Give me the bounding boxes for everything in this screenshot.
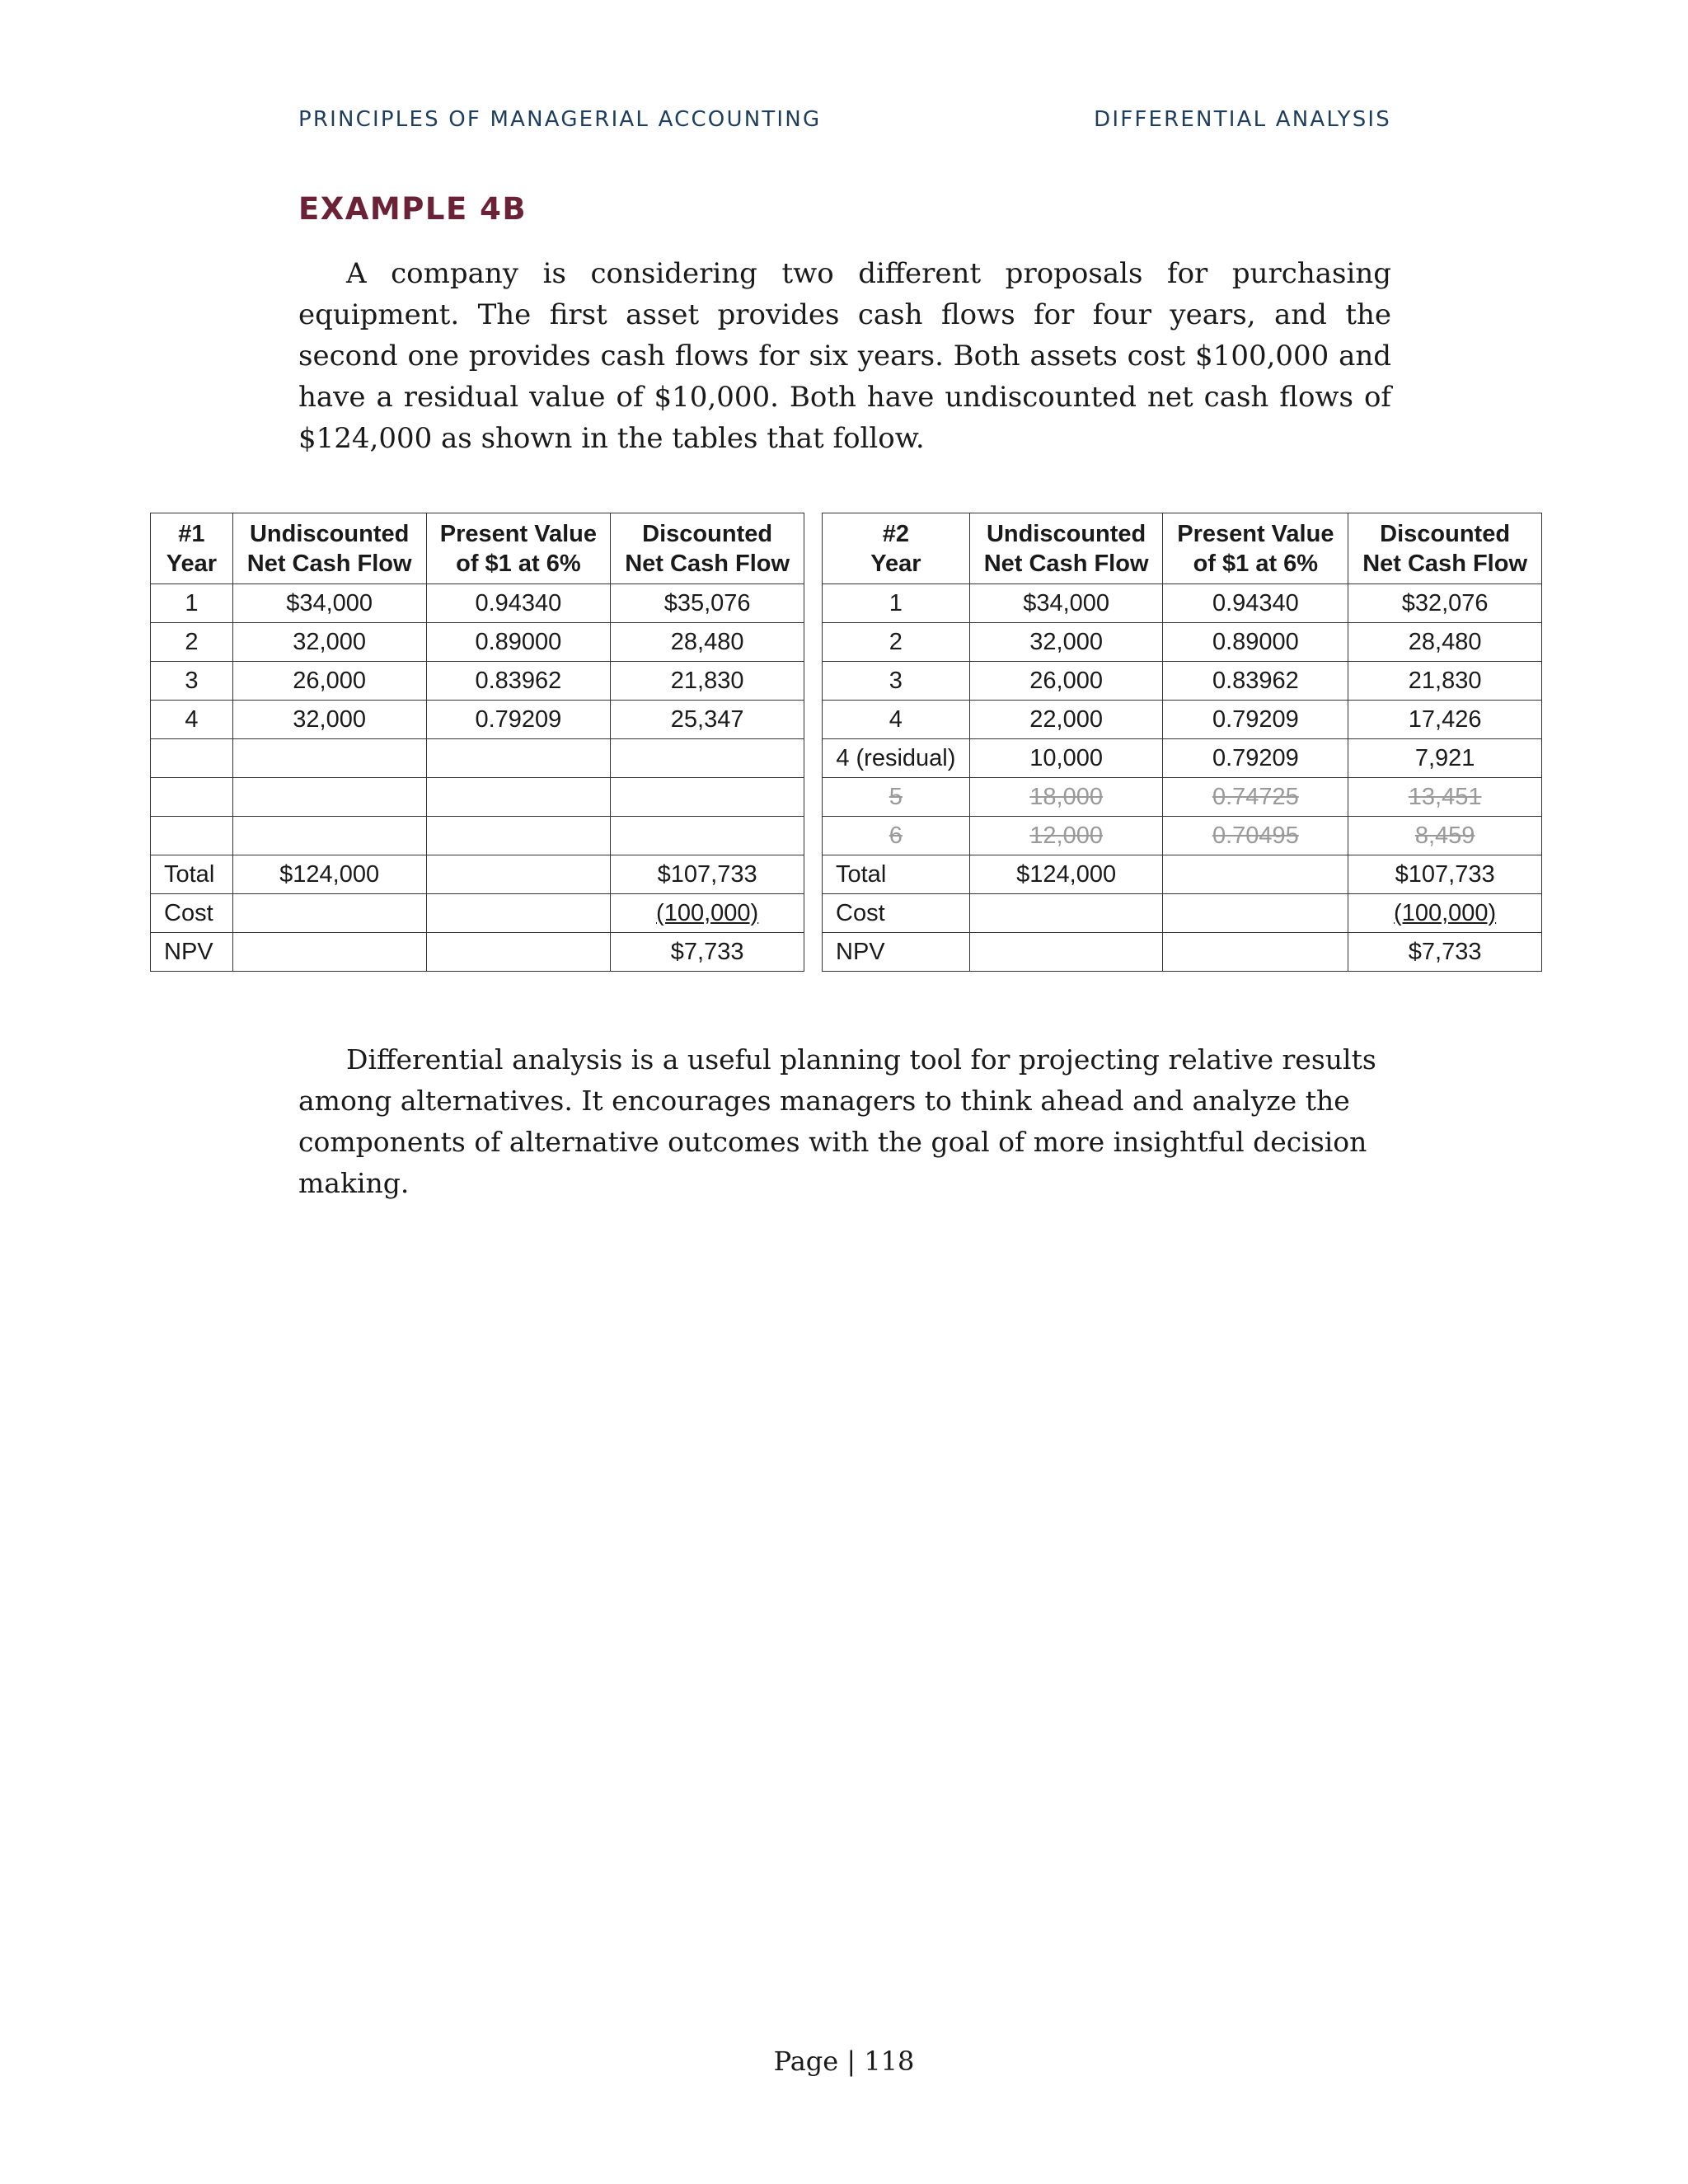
cell-undiscounted: 32,000 (232, 623, 426, 662)
cell-empty (426, 739, 611, 778)
cell-year: 1 (151, 584, 233, 623)
total-undiscounted: $124,000 (232, 855, 426, 894)
table-row-empty (151, 817, 804, 855)
cell-undiscounted: 10,000 (969, 739, 1163, 778)
npv-row (151, 933, 804, 972)
cost-label: Cost (823, 894, 970, 933)
cell-undiscounted: 32,000 (232, 701, 426, 739)
cell-empty (969, 894, 1163, 933)
cost-row (823, 894, 1542, 933)
total-label: Total (823, 855, 970, 894)
npv-value: $7,733 (611, 933, 804, 972)
cell-undiscounted: 32,000 (969, 623, 1163, 662)
cell-present-value: 0.74725 (1163, 778, 1348, 817)
cell-year: 4 (823, 701, 970, 739)
table-row (823, 662, 1542, 701)
table-row-residual (823, 739, 1542, 778)
cell-present-value: 0.79209 (1163, 701, 1348, 739)
cell-undiscounted: 26,000 (969, 662, 1163, 701)
book-title: PRINCIPLES OF MANAGERIAL ACCOUNTING (298, 107, 822, 132)
cost-value: (100,000) (611, 894, 804, 933)
table-row (151, 584, 804, 623)
cell-present-value: 0.94340 (426, 584, 611, 623)
cell-year: 4 (151, 701, 233, 739)
cell-discounted: 25,347 (611, 701, 804, 739)
cell-empty (426, 778, 611, 817)
cell-discounted: 28,480 (611, 623, 804, 662)
cell-present-value: 0.70495 (1163, 817, 1348, 855)
cell-undiscounted: 26,000 (232, 662, 426, 701)
cash-flow-table-2 (822, 513, 1542, 972)
table-row-empty (151, 739, 804, 778)
cell-present-value: 0.89000 (426, 623, 611, 662)
table-header-row (151, 513, 804, 584)
cell-empty (611, 778, 804, 817)
header-year: #2 Year (823, 513, 970, 584)
cash-flow-table-1 (150, 513, 804, 972)
cell-discounted: 21,830 (1348, 662, 1542, 701)
cell-empty (151, 739, 233, 778)
running-header (298, 107, 1391, 132)
total-row (823, 855, 1542, 894)
chapter-title: DIFFERENTIAL ANALYSIS (1094, 107, 1391, 132)
cell-empty (426, 855, 611, 894)
header-discounted: Discounted Net Cash Flow (611, 513, 804, 584)
table-row-struck (823, 817, 1542, 855)
cell-empty (232, 894, 426, 933)
cell-empty (232, 739, 426, 778)
header-undiscounted: Undiscounted Net Cash Flow (232, 513, 426, 584)
cell-present-value: 0.94340 (1163, 584, 1348, 623)
cell-year: 3 (151, 662, 233, 701)
cell-discounted: 13,451 (1348, 778, 1542, 817)
header-present-value: Present Value of $1 at 6% (1163, 513, 1348, 584)
cell-year: 2 (823, 623, 970, 662)
cell-empty (232, 817, 426, 855)
table-row (151, 623, 804, 662)
cell-year: 2 (151, 623, 233, 662)
cell-empty (232, 933, 426, 972)
cell-empty (1163, 894, 1348, 933)
cell-year: 3 (823, 662, 970, 701)
total-row (151, 855, 804, 894)
cell-present-value: 0.83962 (426, 662, 611, 701)
cell-undiscounted: $34,000 (969, 584, 1163, 623)
header-year: #1 Year (151, 513, 233, 584)
cell-discounted: 7,921 (1348, 739, 1542, 778)
cell-discounted: 17,426 (1348, 701, 1542, 739)
cell-discounted: 21,830 (611, 662, 804, 701)
header-undiscounted: Undiscounted Net Cash Flow (969, 513, 1163, 584)
table-row (823, 623, 1542, 662)
cell-empty (969, 933, 1163, 972)
cell-empty (426, 817, 611, 855)
total-label: Total (151, 855, 233, 894)
cell-empty (426, 894, 611, 933)
npv-label: NPV (151, 933, 233, 972)
cell-year: 1 (823, 584, 970, 623)
cell-empty (1163, 855, 1348, 894)
intro-paragraph: A company is considering two different proposals for purchasing equipment. The first asset provides cash flows for four years, and the second one provides cash flows for six years. Both assets cost $100,000 and have a residual value of $10,000. Both have undiscounted net cash flows of $124,000 as shown in the tables that follow. (298, 257, 1391, 455)
cost-value: (100,000) (1348, 894, 1542, 933)
total-undiscounted: $124,000 (969, 855, 1163, 894)
cell-empty (151, 778, 233, 817)
table-row (823, 584, 1542, 623)
cell-discounted: 28,480 (1348, 623, 1542, 662)
cell-empty (611, 739, 804, 778)
npv-value: $7,733 (1348, 933, 1542, 972)
cell-undiscounted: 22,000 (969, 701, 1163, 739)
cell-undiscounted: 18,000 (969, 778, 1163, 817)
cell-empty (1163, 933, 1348, 972)
table-row-struck (823, 778, 1542, 817)
cell-undiscounted: 12,000 (969, 817, 1163, 855)
cell-year: 6 (823, 817, 970, 855)
npv-row (823, 933, 1542, 972)
cell-empty (426, 933, 611, 972)
cell-undiscounted: $34,000 (232, 584, 426, 623)
npv-label: NPV (823, 933, 970, 972)
cell-present-value: 0.83962 (1163, 662, 1348, 701)
cost-row (151, 894, 804, 933)
header-discounted: Discounted Net Cash Flow (1348, 513, 1542, 584)
cell-year: 4 (residual) (823, 739, 970, 778)
table-row (151, 662, 804, 701)
header-present-value: Present Value of $1 at 6% (426, 513, 611, 584)
cell-empty (151, 817, 233, 855)
cell-present-value: 0.79209 (1163, 739, 1348, 778)
cell-empty (611, 817, 804, 855)
cell-discounted: $35,076 (611, 584, 804, 623)
page-number: Page | 118 (773, 2046, 915, 2077)
total-discounted: $107,733 (1348, 855, 1542, 894)
cell-present-value: 0.79209 (426, 701, 611, 739)
closing-paragraph: Differential analysis is a useful planning tool for projecting relative results among alternatives. It encourages managers to think ahead and analyze the components of alternative outcomes with the goal of more insightful decision making. (298, 1043, 1376, 1199)
cell-empty (232, 778, 426, 817)
table-row (823, 701, 1542, 739)
cell-year: 5 (823, 778, 970, 817)
example-title: EXAMPLE 4B (298, 191, 528, 227)
cost-label: Cost (151, 894, 233, 933)
table-row-empty (151, 778, 804, 817)
table-header-row (823, 513, 1542, 584)
cell-discounted: $32,076 (1348, 584, 1542, 623)
table-row (151, 701, 804, 739)
cell-discounted: 8,459 (1348, 817, 1542, 855)
total-discounted: $107,733 (611, 855, 804, 894)
cell-present-value: 0.89000 (1163, 623, 1348, 662)
